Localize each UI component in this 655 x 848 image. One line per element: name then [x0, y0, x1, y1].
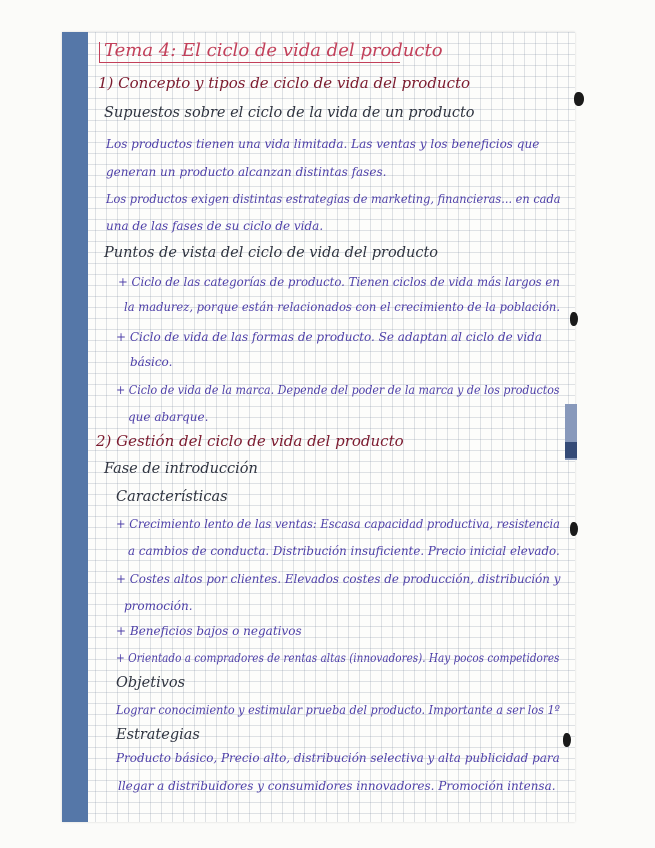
text-line: que abarque.	[128, 410, 209, 424]
text-line: una de las fases de su ciclo de vida.	[106, 219, 324, 233]
page-edge-tab-mark	[565, 442, 577, 458]
text-line: básico.	[130, 355, 173, 369]
section-heading: 2) Gestión del ciclo de vida del producto	[96, 432, 404, 450]
bullet-line: + Costes altos por clientes. Elevados costes de producción, distribución y	[116, 572, 561, 586]
subheading: Fase de introducción	[104, 461, 258, 477]
bullet-line: + Ciclo de vida de las formas de producto. Se adaptan al ciclo de vida	[116, 330, 542, 344]
text-line: Lograr conocimiento y estimular prueba del producto. Importante a ser los 1º	[116, 703, 560, 717]
section-heading: 1) Concepto y tipos de ciclo de vida del producto	[98, 74, 471, 92]
binder-hole-icon	[563, 733, 571, 747]
text-line: promoción.	[124, 599, 193, 613]
binder-hole-icon	[570, 312, 578, 326]
text-line: llegar a distribuidores y consumidores innovadores. Promoción intensa.	[118, 779, 556, 793]
text-line: la madurez, porque están relacionados con el crecimiento de la población.	[124, 300, 561, 314]
text-line: Los productos exigen distintas estrategias de marketing, financieras... en cada	[106, 192, 561, 206]
title-underline	[100, 62, 400, 63]
subheading: Características	[116, 489, 228, 505]
subheading: Estrategias	[116, 727, 200, 743]
title-bracket	[99, 42, 100, 63]
text-line: Producto básico, Precio alto, distribución selectiva y alta publicidad para	[116, 751, 560, 765]
binder-hole-icon	[570, 522, 578, 536]
page-title: Tema 4: El ciclo de vida del producto	[104, 40, 443, 61]
bullet-line: + Beneficios bajos o negativos	[116, 624, 302, 638]
bullet-line: + Ciclo de las categorías de producto. Tienen ciclos de vida más largos en	[118, 275, 560, 289]
bullet-line: + Orientado a compradores de rentas altas (innovadores). Hay pocos competidores	[116, 651, 560, 665]
subheading: Puntos de vista del ciclo de vida del producto	[104, 245, 439, 261]
margin-strip	[62, 32, 88, 822]
subheading: Supuestos sobre el ciclo de la vida de un producto	[104, 105, 475, 121]
text-line: a cambios de conducta. Distribución insuficiente. Precio inicial elevado.	[128, 544, 560, 558]
bullet-line: + Crecimiento lento de las ventas: Escasa capacidad productiva, resistencia	[116, 517, 561, 531]
bullet-line: + Ciclo de vida de la marca. Depende del poder de la marca y de los productos	[116, 383, 560, 397]
subheading: Objetivos	[116, 675, 186, 691]
text-line: generan un producto alcanzan distintas fases.	[106, 165, 387, 179]
binder-hole-icon	[574, 92, 584, 106]
text-line: Los productos tienen una vida limitada. Las ventas y los beneficios que	[106, 137, 540, 151]
